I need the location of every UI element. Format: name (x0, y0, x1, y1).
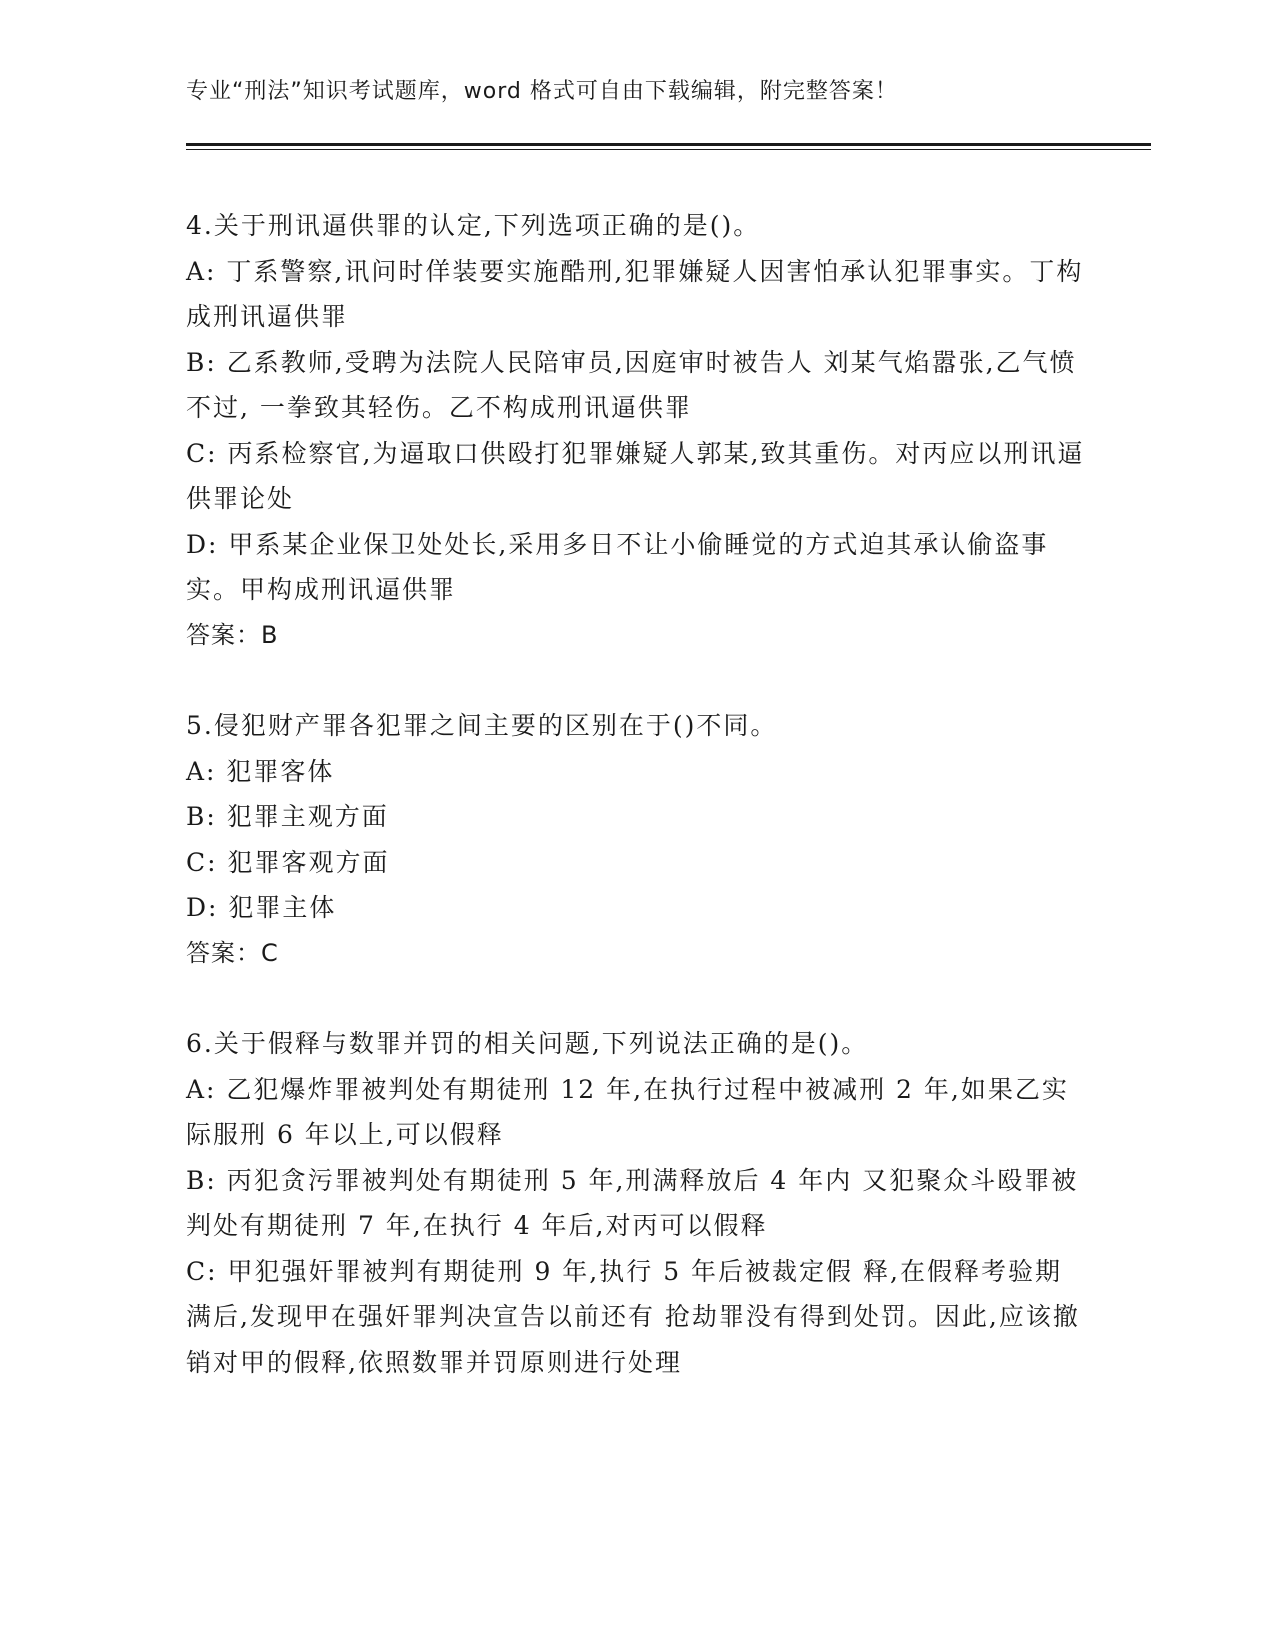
question-list (186, 203, 1086, 1430)
question-stem: 6.关于假释与数罪并罚的相关问题,下列说法正确的是()。 (186, 1029, 869, 1058)
option-b: B: 丙犯贪污罪被判处有期徒刑 5 年,刑满释放后 4 年内 又犯聚众斗殴罪被判处有期徒刑 7 年,在执行 4 年后,对丙可以假释 (186, 1165, 1079, 1240)
option-d: D: 甲系某企业保卫处处长,采用多日不让小偷睡觉的方式迫其承认偷盗事实。甲构成刑讯逼供罪 (186, 529, 1049, 604)
option-c: C: 甲犯强奸罪被判有期徒刑 9 年,执行 5 年后被裁定假 释,在假释考验期满后,发现甲在强奸罪判决宣告以前还有 抢劫罪没有得到处罚。因此,应该撤销对甲的假释,依照数罪并罚原则进行处理 (186, 1256, 1080, 1377)
option-a: A: 犯罪客体 (186, 756, 335, 786)
header-text: 专业“刑法”知识考试题库，word 格式可自由下载编辑，附完整答案！ (186, 79, 898, 104)
question-6 (186, 1021, 1086, 1385)
question-stem: 4.关于刑讯逼供罪的认定,下列选项正确的是()。 (186, 211, 761, 240)
option-c: C: 丙系检察官,为逼取口供殴打犯罪嫌疑人郭某,致其重伤。对丙应以刑讯逼供罪论处 (186, 438, 1085, 513)
header-rule-thin (186, 149, 1151, 150)
question-stem: 5.侵犯财产罪各犯罪之间主要的区别在于()不同。 (186, 711, 778, 740)
option-d: D: 犯罪主体 (186, 893, 337, 922)
answer-label: 答案：C (186, 938, 279, 967)
header-rule-thick (186, 143, 1151, 146)
option-a: A: 乙犯爆炸罪被判处有期徒刑 12 年,在执行过程中被减刑 2 年,如果乙实际服刑 6 年以上,可以假释 (186, 1074, 1069, 1149)
question-5 (186, 703, 1086, 976)
option-b: B: 乙系教师,受聘为法院人民陪审员,因庭审时被告人 刘某气焰嚣张,乙气愤不过, 一拳致其轻伤。乙不构成刑讯逼供罪 (186, 347, 1077, 422)
option-c: C: 犯罪客观方面 (186, 847, 390, 877)
option-a: A: 丁系警察,讯问时佯装要实施酷刑,犯罪嫌疑人因害怕承认犯罪事实。丁构成刑讯逼供罪 (186, 256, 1084, 331)
option-b: B: 犯罪主观方面 (186, 802, 389, 831)
answer-label: 答案：B (186, 620, 279, 649)
question-4 (186, 203, 1086, 658)
